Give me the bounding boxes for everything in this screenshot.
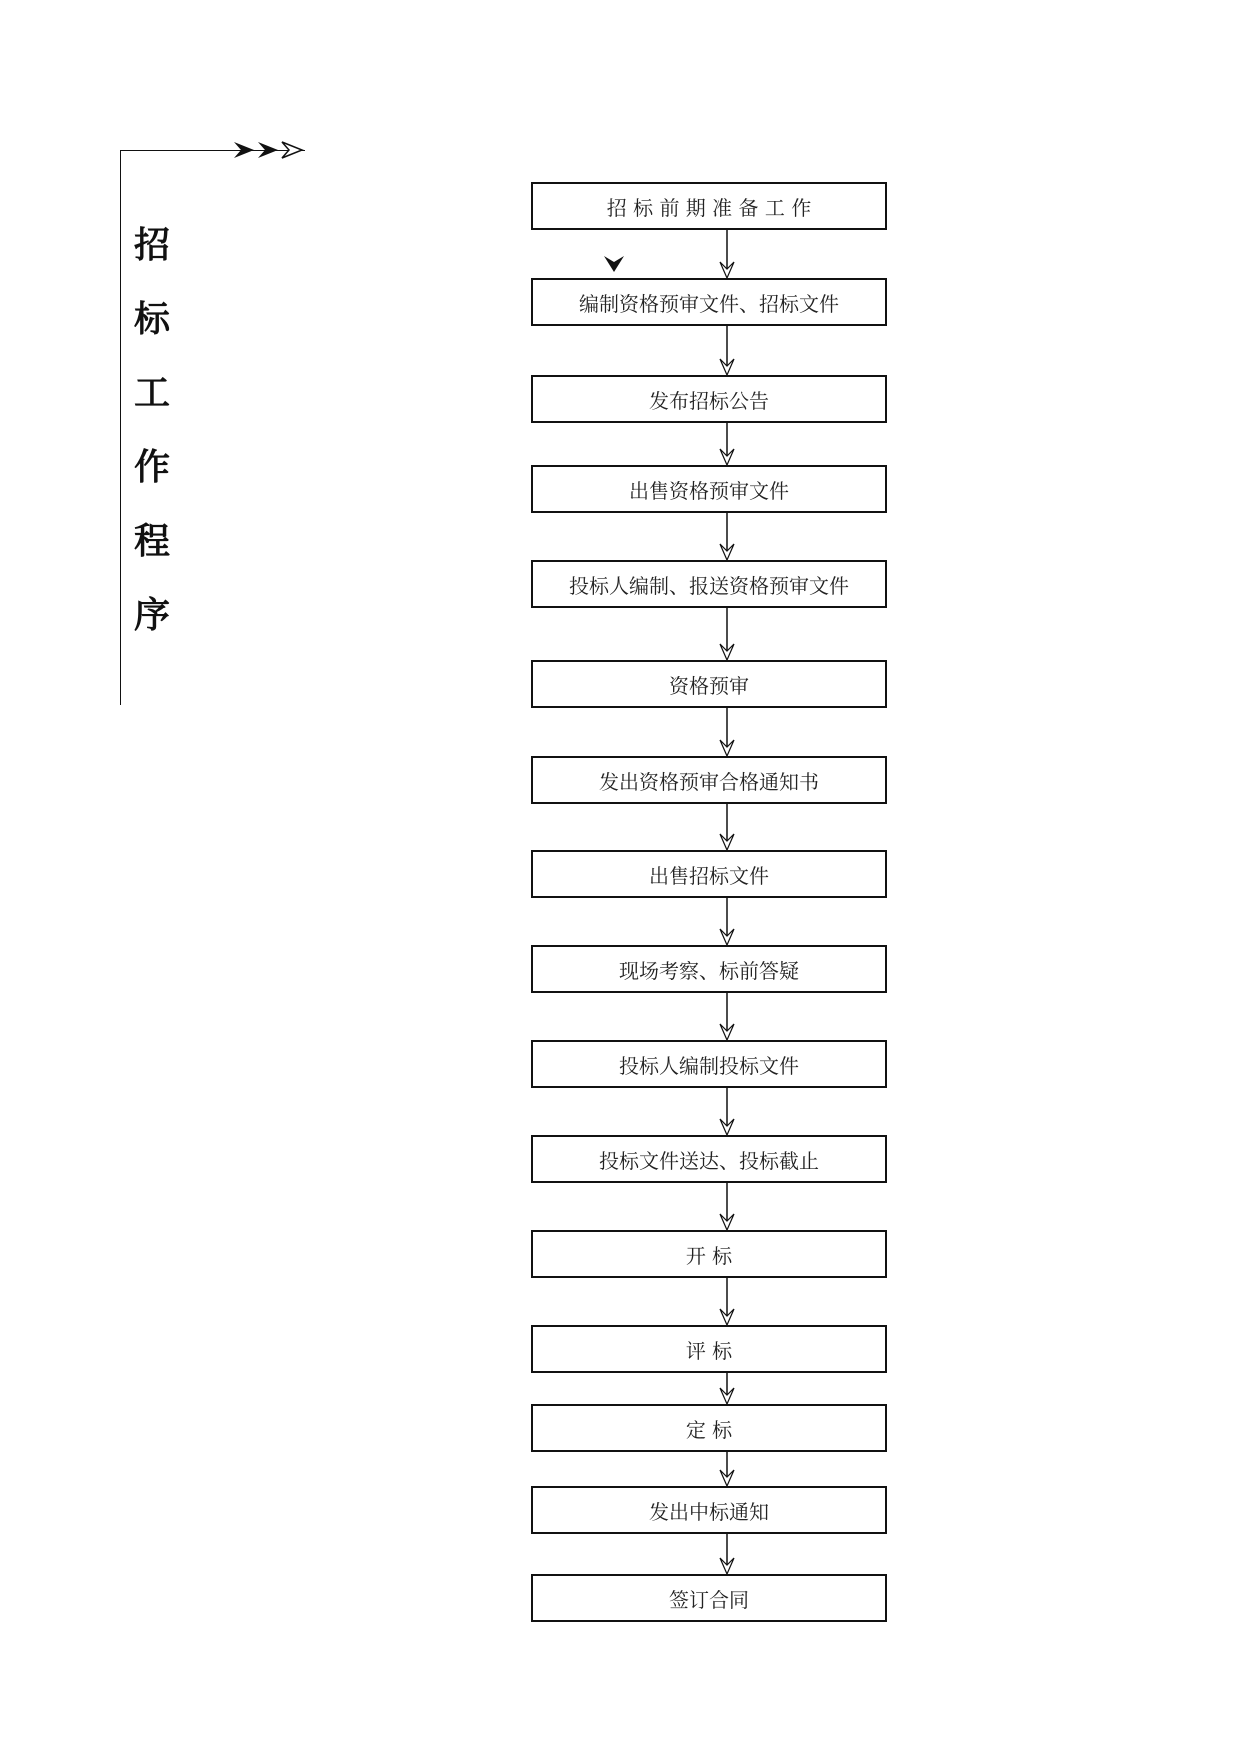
flow-step-label: 出售资格预审文件 — [629, 478, 789, 503]
flow-step-4 — [531, 465, 887, 513]
down-arrow-icon — [720, 230, 734, 278]
flow-step-8 — [531, 850, 887, 898]
flow-step-label: 投标人编制投标文件 — [619, 1053, 799, 1078]
flow-step-label: 资格预审 — [669, 673, 749, 698]
flow-step-label: 评 标 — [685, 1338, 733, 1363]
flow-step-label: 投标人编制、报送资格预审文件 — [569, 573, 849, 598]
down-arrow-icon — [720, 804, 734, 850]
flow-step-1 — [531, 182, 887, 230]
flow-step-15 — [531, 1486, 887, 1534]
flow-step-16 — [531, 1574, 887, 1622]
down-arrow-icon — [720, 423, 734, 465]
flow-step-12 — [531, 1230, 887, 1278]
flow-step-11 — [531, 1135, 887, 1183]
flow-step-label: 现场考察、标前答疑 — [619, 958, 799, 983]
flow-step-14 — [531, 1404, 887, 1452]
side-title-char: 程 — [133, 520, 170, 562]
down-arrow-icon — [720, 1183, 734, 1230]
side-title-char: 作 — [133, 446, 170, 488]
flow-step-label: 开 标 — [685, 1243, 733, 1268]
side-title-char: 标 — [133, 298, 170, 340]
flow-step-label: 投标文件送达、投标截止 — [599, 1148, 819, 1173]
flow-step-7 — [531, 756, 887, 804]
flow-step-label: 签订合同 — [669, 1587, 749, 1612]
down-arrow-icon — [720, 326, 734, 375]
flow-step-label: 定 标 — [685, 1417, 733, 1442]
stray-arrow-icon — [604, 256, 624, 272]
flow-step-3 — [531, 375, 887, 423]
side-title-char: 招 — [133, 224, 170, 266]
down-arrow-icon — [720, 1088, 734, 1135]
down-arrow-icon — [720, 708, 734, 756]
down-arrow-icon — [720, 1278, 734, 1325]
flow-step-13 — [531, 1325, 887, 1373]
flow-step-5 — [531, 560, 887, 608]
flow-step-9 — [531, 945, 887, 993]
side-title-char: 工 — [133, 372, 170, 414]
side-title-char: 序 — [133, 594, 170, 636]
flow-step-label: 发出中标通知 — [649, 1499, 769, 1524]
flow-step-label: 发布招标公告 — [649, 388, 769, 413]
down-arrow-icon — [720, 513, 734, 560]
flow-step-10 — [531, 1040, 887, 1088]
flow-step-2 — [531, 278, 887, 326]
down-arrow-icon — [720, 1452, 734, 1486]
flow-step-label: 发出资格预审合格通知书 — [599, 769, 819, 794]
flow-step-label: 出售招标文件 — [649, 863, 769, 888]
down-arrow-icon — [720, 1534, 734, 1574]
down-arrow-icon — [720, 608, 734, 660]
flow-step-6 — [531, 660, 887, 708]
flow-step-label: 招 标 前 期 准 备 工 作 — [606, 195, 812, 220]
down-arrow-icon — [720, 993, 734, 1040]
down-arrow-icon — [720, 1373, 734, 1404]
down-arrow-icon — [720, 898, 734, 945]
flow-step-label: 编制资格预审文件、招标文件 — [579, 291, 839, 316]
